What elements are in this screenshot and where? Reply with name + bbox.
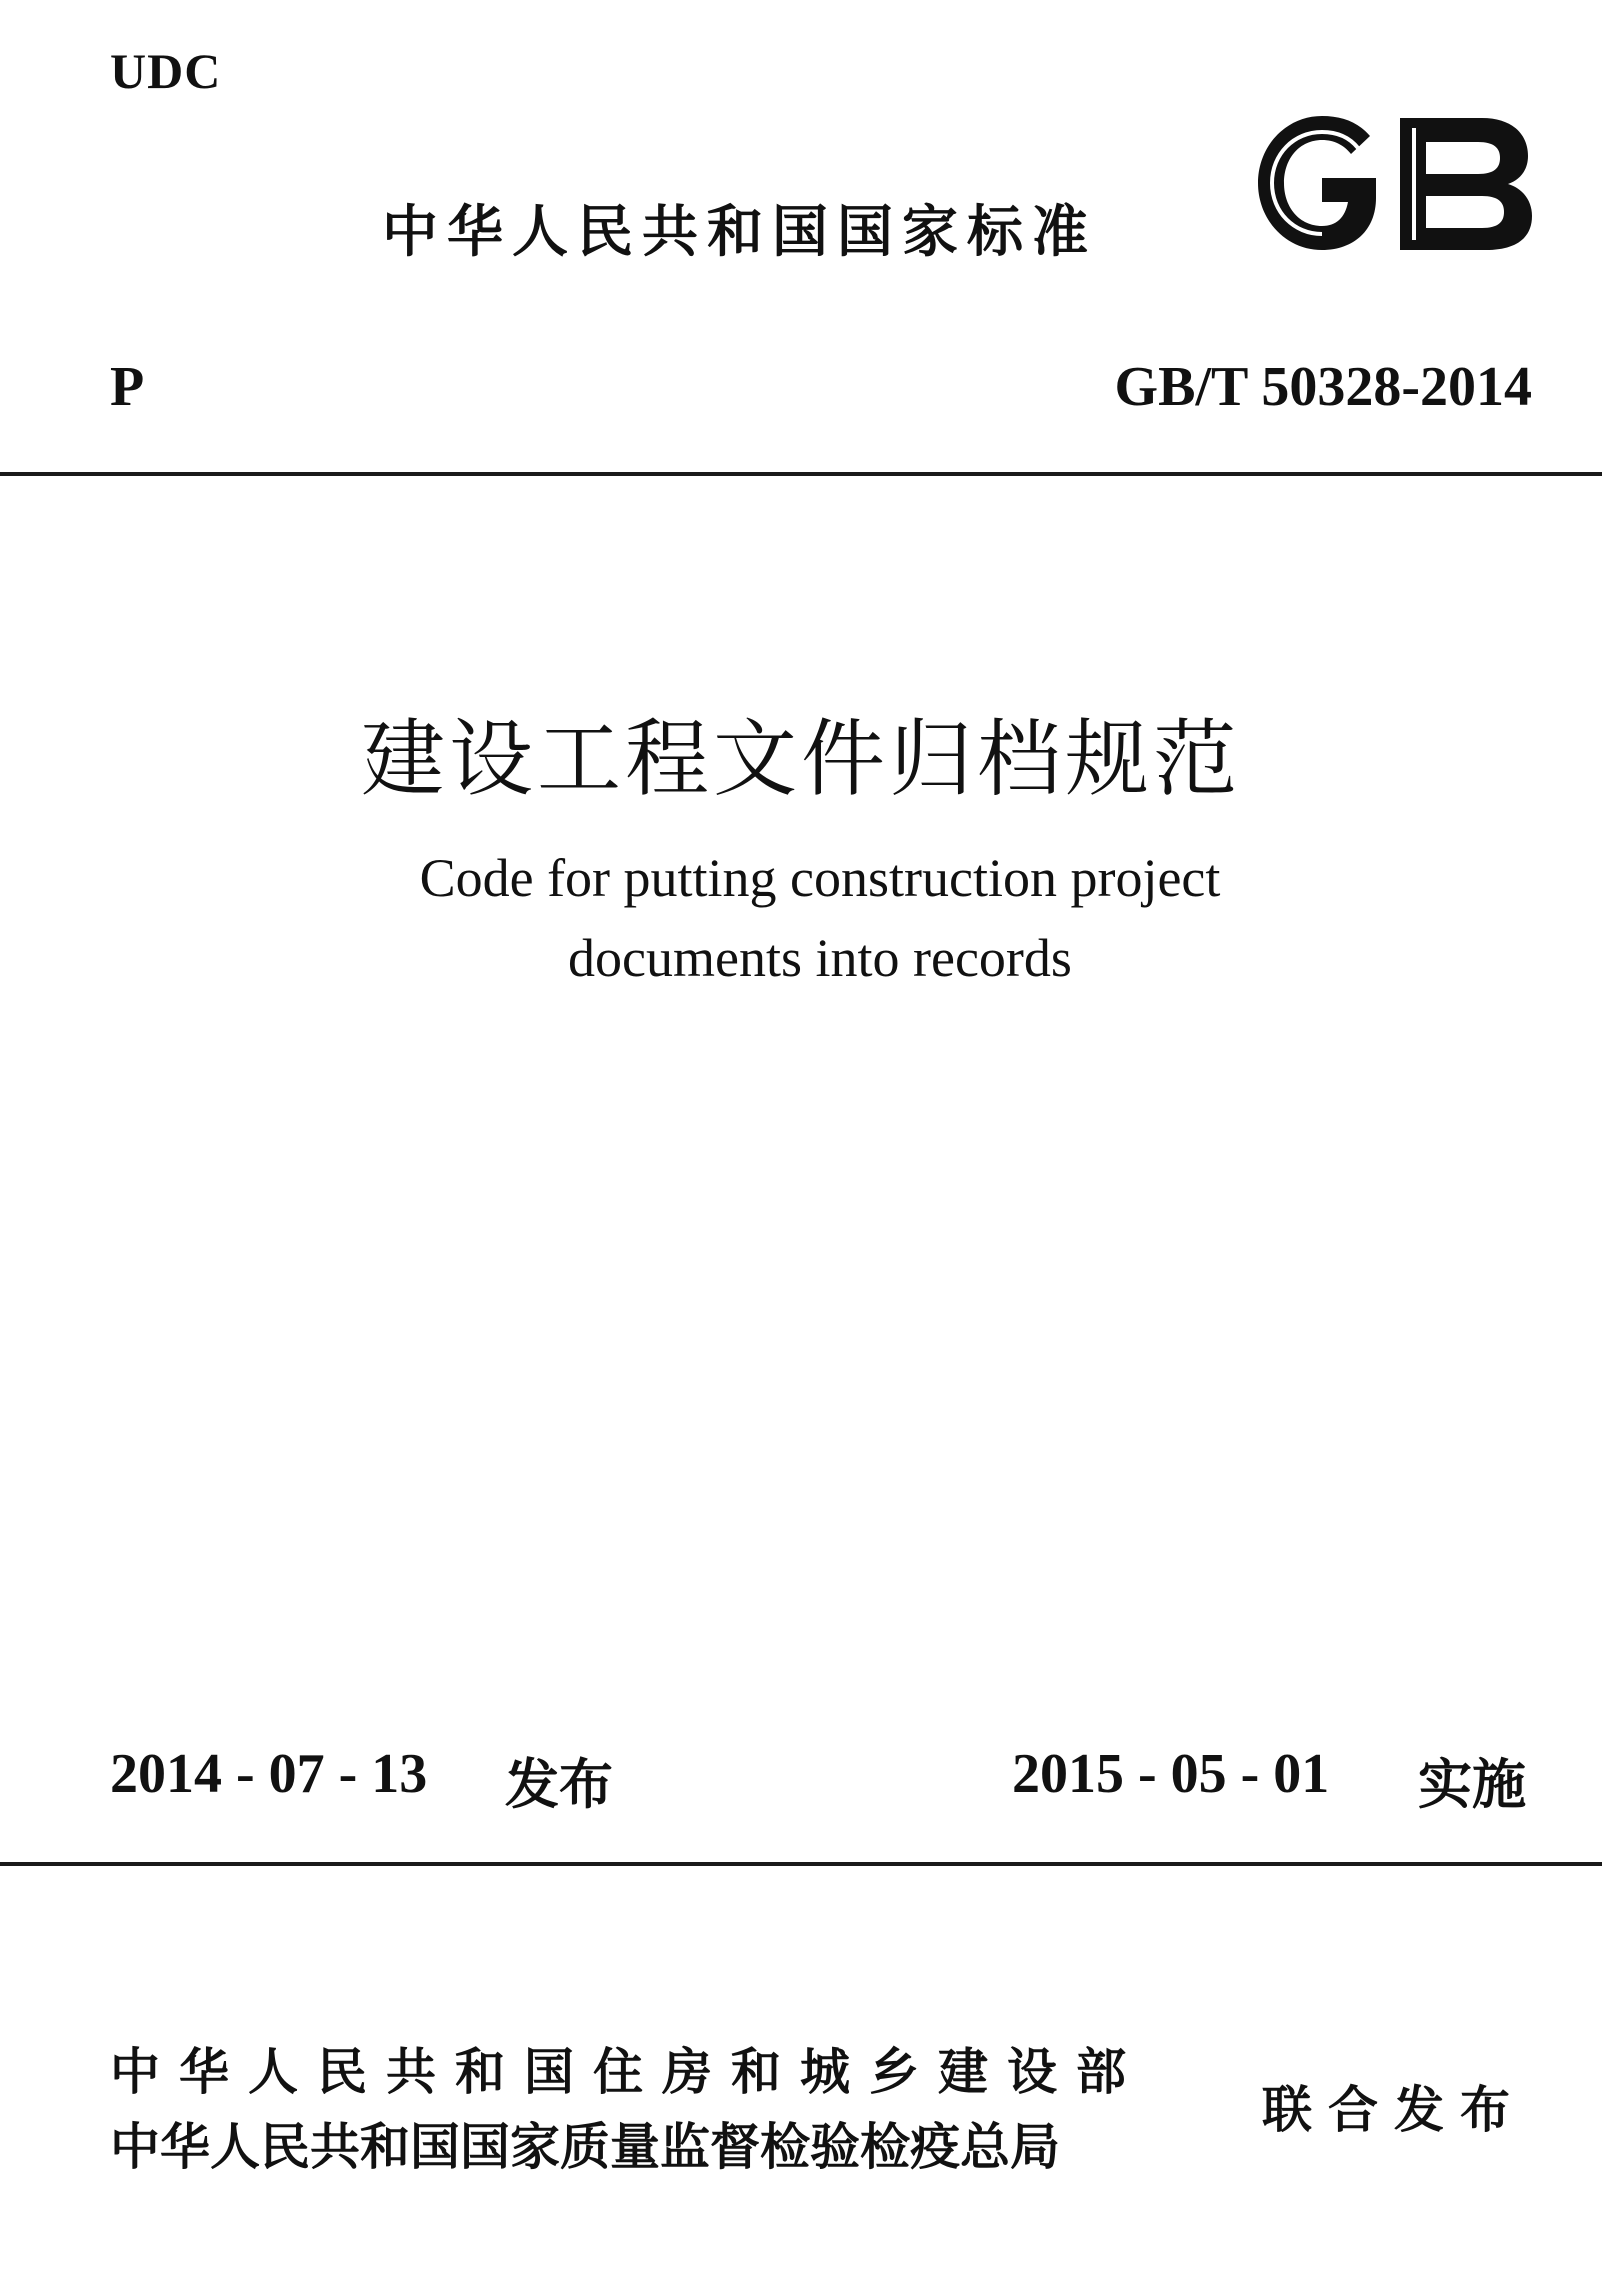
divider-top bbox=[0, 472, 1602, 476]
issue-date: 2014 - 07 - 13 bbox=[110, 1743, 428, 1805]
national-standard-heading: 中华人民共和国国家标准 bbox=[382, 200, 1097, 265]
english-title-line-2: documents into records bbox=[568, 928, 1072, 988]
document-title-chinese: 建设工程文件归档规范 bbox=[360, 710, 1241, 808]
english-title-line-1: Code for putting construction project bbox=[419, 848, 1221, 908]
issue-label: 发布 bbox=[505, 1753, 613, 1816]
udc-label: UDC bbox=[110, 43, 222, 99]
joint-issue-label: 联合发布 bbox=[1262, 2081, 1526, 2139]
standard-number: GB/T 50328-2014 bbox=[1114, 356, 1532, 418]
divider-bottom bbox=[0, 1862, 1602, 1866]
category-code: P bbox=[110, 356, 145, 418]
document-title-english bbox=[0, 838, 1602, 998]
issuer-aqsiq: 中华人民共和国国家质量监督检验检疫总局 bbox=[110, 2118, 1060, 2176]
implementation-label: 实施 bbox=[1418, 1753, 1526, 1816]
issuer-ministry: 中华人民共和国住房和城乡建设部 bbox=[110, 2043, 1145, 2101]
gb-logo bbox=[1250, 108, 1535, 258]
implementation-date: 2015 - 05 - 01 bbox=[1012, 1743, 1330, 1805]
